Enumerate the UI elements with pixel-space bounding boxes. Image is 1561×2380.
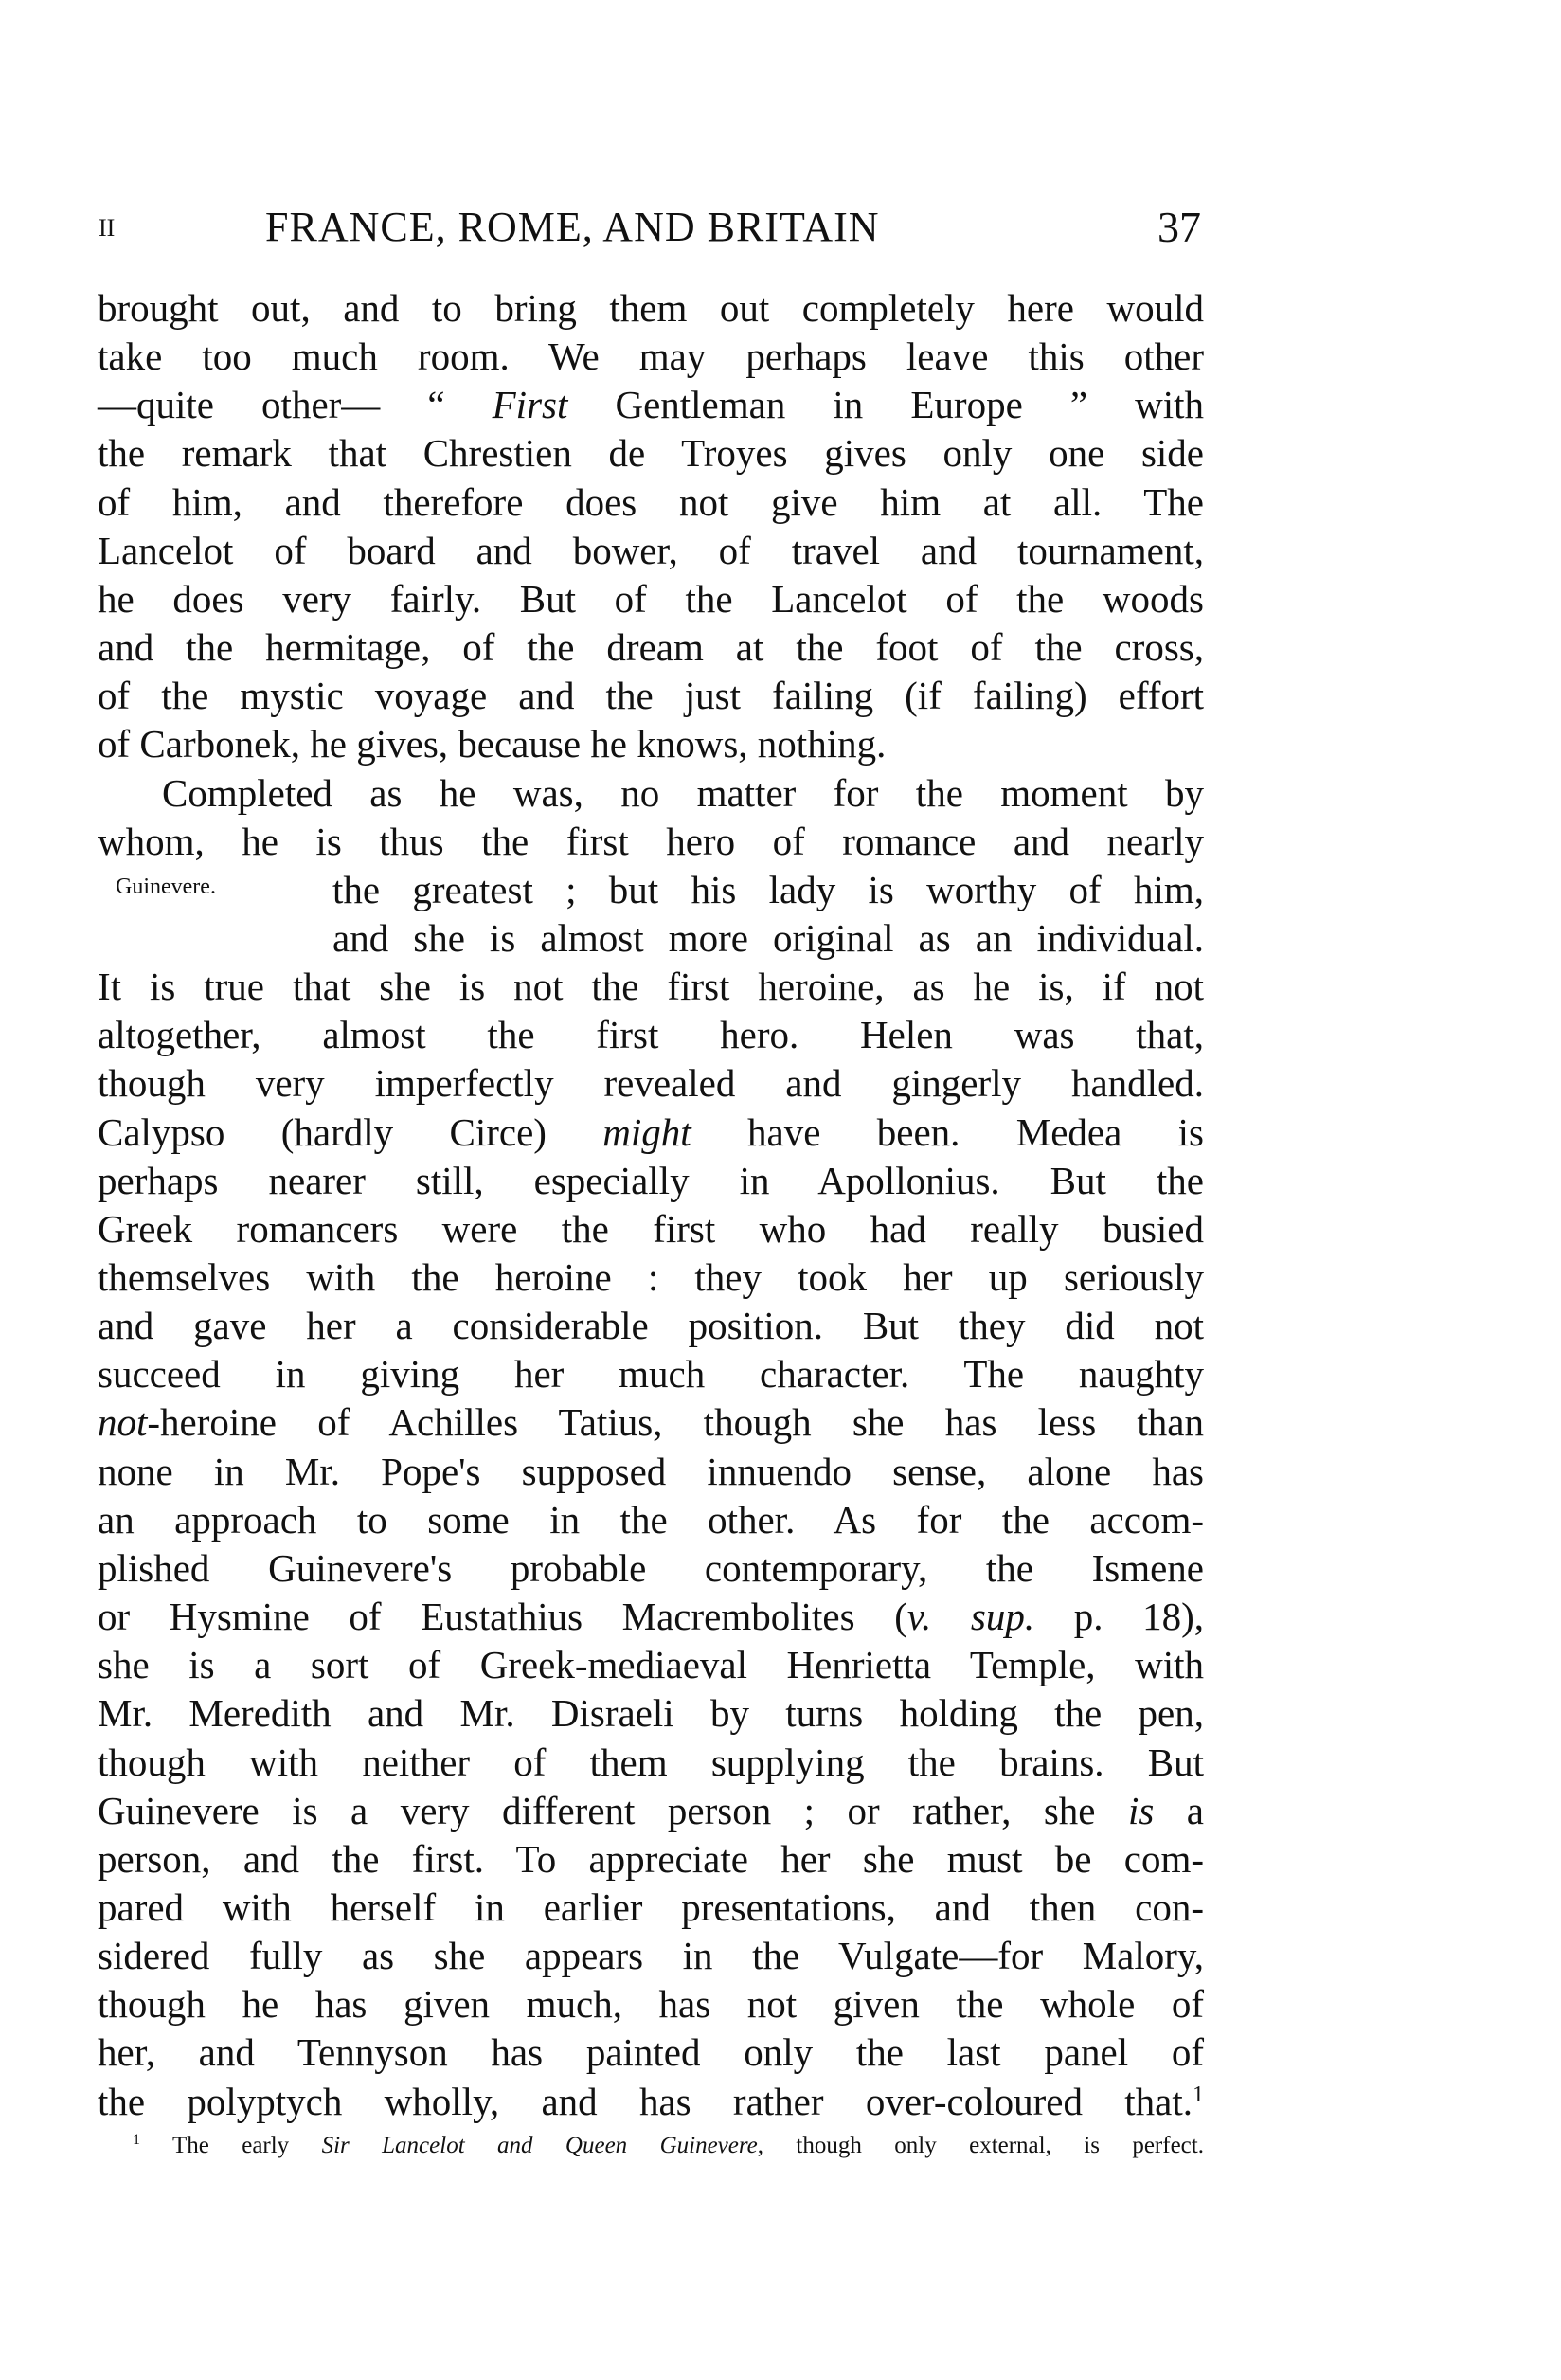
text-line — [98, 1884, 1204, 1932]
text-segment: Greek romancers were the first who had really busied — [98, 1206, 1204, 1251]
text-line — [98, 1835, 1204, 1884]
text-line — [98, 1109, 1204, 1157]
text-line — [98, 381, 1204, 429]
text-line — [98, 284, 1204, 333]
text-segment: and she is almost more original as an individual. — [332, 915, 1204, 960]
text-line — [162, 769, 1204, 818]
text-line — [98, 1205, 1204, 1253]
text-line — [98, 2028, 1204, 2077]
text-segment: brought out, and to bring them out completely here would — [98, 286, 1204, 330]
text-line — [98, 1544, 1204, 1593]
text-line — [98, 1980, 1204, 2028]
footnote-title: Sir Lancelot and Queen Guinevere — [321, 2133, 758, 2158]
text-segment: Lancelot of board and bower, of travel and tournament, — [98, 528, 1204, 572]
text-line — [98, 818, 1204, 866]
text-segment: Calypso (hardly Circe) — [98, 1109, 603, 1154]
text-line — [98, 1689, 1204, 1738]
italic-text: not — [98, 1400, 148, 1445]
italic-text: might — [602, 1109, 691, 1154]
text-segment: themselves with the heroine : they took her up seriously — [98, 1255, 1204, 1299]
text-segment: she is a sort of Greek-mediaeval Henrietta Temple, with — [98, 1643, 1204, 1687]
chapter-number: II — [99, 214, 116, 242]
footnote-text: , though only external, is perfect. — [757, 2133, 1204, 2158]
text-segment: Mr. Meredith and Mr. Disraeli by turns holding the pen, — [98, 1691, 1204, 1736]
text-segment: -heroine of Achilles Tatius, though she has less than — [147, 1400, 1204, 1445]
text-segment: It is true that she is not the first heroine, as he is, if not — [98, 965, 1204, 1009]
italic-text: is — [1127, 1788, 1155, 1832]
italic-text: First — [492, 383, 568, 427]
text-line — [98, 623, 1204, 672]
text-segment: person, and the first. To appreciate her she must be com- — [98, 1836, 1204, 1881]
text-line — [98, 1641, 1204, 1689]
text-segment: p. 18), — [1034, 1595, 1204, 1639]
text-segment: whom, he is thus the first hero of romance and nearly — [98, 819, 1204, 863]
text-line — [98, 1302, 1204, 1350]
margin-note: Guinevere. — [116, 874, 216, 899]
text-segment: altogether, almost the first hero. Helen was that, — [98, 1013, 1204, 1057]
text-line — [98, 1157, 1204, 1205]
text-line — [98, 963, 1204, 1011]
text-segment: he does very fairly. But of the Lancelot of the woods — [98, 576, 1204, 621]
text-segment: the remark that Chrestien de Troyes gives only one side — [98, 431, 1204, 476]
text-line — [98, 2078, 1204, 2126]
text-line — [98, 333, 1204, 381]
italic-text: v. sup. — [906, 1595, 1035, 1639]
text-line — [98, 429, 1204, 478]
text-segment: Guinevere is a very different person ; or rather, she — [98, 1788, 1128, 1832]
text-segment: though with neither of them supplying the brains. But — [98, 1740, 1204, 1784]
text-line — [98, 1496, 1204, 1544]
text-segment: Gentleman in Europe ” with — [567, 383, 1204, 427]
footnote-text: The early — [171, 2133, 322, 2158]
text-line — [332, 914, 1204, 963]
text-segment: pared with herself in earlier presentations, and then con- — [98, 1884, 1204, 1929]
text-segment: and gave her a considerable position. But they did not — [98, 1304, 1204, 1348]
text-line — [98, 1059, 1204, 1108]
text-segment: of Carbonek, he gives, because he knows, nothing. — [98, 722, 887, 766]
text-segment: the greatest ; but his lady is worthy of him, — [332, 867, 1204, 911]
text-segment: Completed as he was, no matter for the moment by — [162, 770, 1204, 815]
text-segment: the polyptych wholly, and has rather over-coloured that. — [98, 2079, 1193, 2123]
text-line — [98, 575, 1204, 623]
text-segment: of the mystic voyage and the just failing (if failing) effort — [98, 674, 1204, 718]
text-line — [98, 478, 1204, 527]
text-line — [332, 866, 1204, 914]
text-line — [98, 720, 1204, 768]
text-line — [98, 1448, 1204, 1496]
text-segment: her, and Tennyson has painted only the last panel of — [98, 2030, 1204, 2075]
footnote-ref: 1 — [1193, 2082, 1204, 2107]
text-segment: a — [1154, 1788, 1204, 1832]
text-segment: succeed in giving her much character. The naughty — [98, 1352, 1204, 1397]
text-line — [98, 1593, 1204, 1641]
running-title: FRANCE, ROME, AND BRITAIN — [265, 204, 880, 250]
text-line — [98, 1739, 1204, 1787]
text-segment: none in Mr. Pope's supposed innuendo sense, alone has — [98, 1449, 1204, 1493]
text-segment: an approach to some in the other. As for the accom- — [98, 1497, 1204, 1542]
text-segment: of him, and therefore does not give him at all. The — [98, 479, 1204, 524]
text-line — [98, 1253, 1204, 1302]
text-segment: perhaps nearer still, especially in Apollonius. But the — [98, 1158, 1204, 1202]
footnote-mark: 1 — [133, 2132, 140, 2148]
page-number: 37 — [1157, 203, 1201, 251]
text-line — [98, 1932, 1204, 1980]
text-line — [98, 672, 1204, 720]
text-segment: plished Guinevere's probable contemporary, the Ismene — [98, 1545, 1204, 1590]
text-line — [98, 1787, 1204, 1835]
text-segment: —quite other— “ — [98, 383, 493, 427]
text-line — [98, 1398, 1204, 1447]
text-line — [98, 1350, 1204, 1398]
text-line — [98, 1011, 1204, 1059]
text-line — [98, 527, 1204, 575]
footnote — [133, 2132, 1204, 2160]
text-segment: take too much room. We may perhaps leave this other — [98, 334, 1204, 379]
text-segment: have been. Medea is — [691, 1109, 1204, 1154]
text-segment: and the hermitage, of the dream at the foot of the cross, — [98, 625, 1204, 670]
text-segment: sidered fully as she appears in the Vulgate—for Malory, — [98, 1934, 1204, 1978]
text-segment: though he has given much, has not given the whole of — [98, 1982, 1204, 2027]
text-segment: though very imperfectly revealed and gingerly handled. — [98, 1061, 1204, 1106]
text-segment: or Hysmine of Eustathius Macrembolites ( — [98, 1595, 907, 1639]
